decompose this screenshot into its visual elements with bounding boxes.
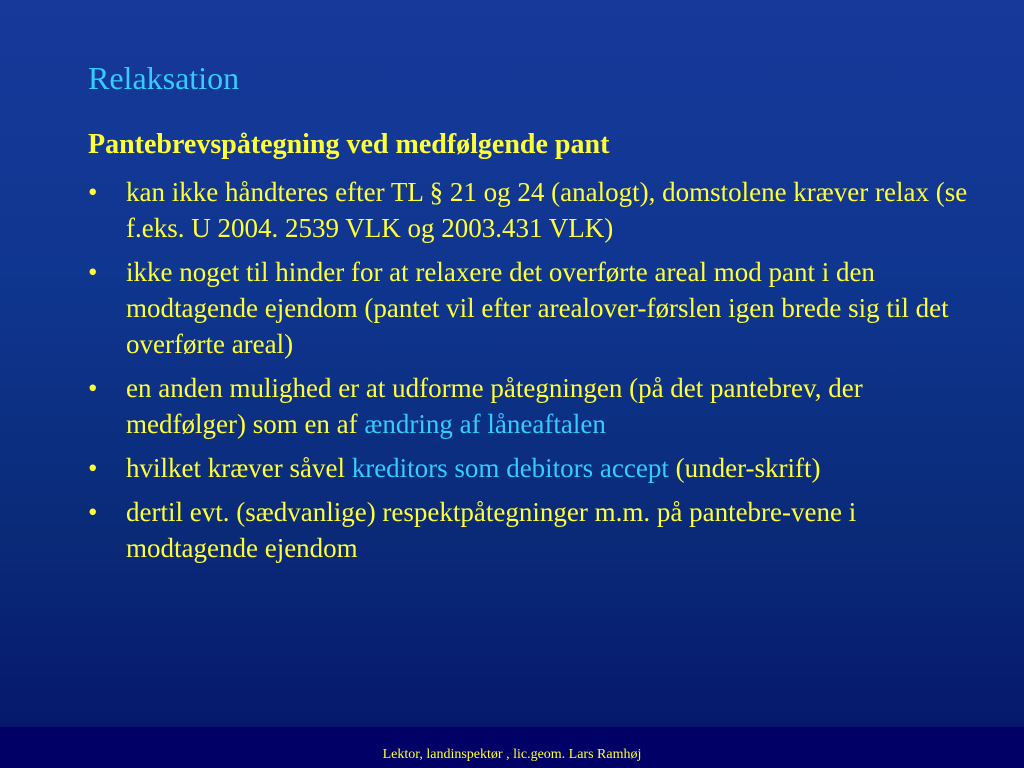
bullet-highlight: kreditors som debitors accept bbox=[351, 453, 669, 483]
bullet-item-3 bbox=[88, 370, 988, 442]
bullet-item-2 bbox=[88, 254, 988, 362]
bullet-text: kan ikke håndteres efter TL § 21 og 24 (analogt), domstolene kræver relax (se f.eks. U 2004. 2539 VLK og 2003.431 VLK) bbox=[126, 177, 968, 243]
bullet-item-5 bbox=[88, 494, 988, 566]
bullet-text: hvilket kræver såvel bbox=[126, 453, 352, 483]
bullet-item-4 bbox=[88, 450, 988, 486]
bullet-icon: • bbox=[88, 257, 98, 287]
bullet-icon: • bbox=[88, 497, 98, 527]
slide-title: Relaksation bbox=[88, 60, 240, 96]
bullet-icon: • bbox=[88, 453, 98, 483]
bullet-text: ikke noget til hinder for at relaxere det overførte areal mod pant i den modtagende ejendom (pantet vil efter arealover-førslen igen brede sig til det overførte areal) bbox=[126, 257, 949, 359]
bullet-text-after: (under-skrift) bbox=[668, 453, 821, 483]
bullet-icon: • bbox=[88, 177, 98, 207]
bullet-text: dertil evt. (sædvanlige) respektpåtegninger m.m. på pantebre-vene i modtagende ejendom bbox=[126, 497, 857, 563]
footer-author: Lektor, landinspektør , lic.geom. Lars Ramhøj bbox=[382, 747, 642, 762]
bullet-item-1 bbox=[88, 174, 988, 246]
slide-subtitle: Pantebrevspåtegning ved medfølgende pant bbox=[88, 129, 610, 160]
bullet-list bbox=[88, 174, 988, 574]
bullet-highlight: ændring af låneaftalen bbox=[364, 409, 606, 439]
bullet-text: en anden mulighed er at udforme påtegningen (på det pantebrev, der medfølger) som en af bbox=[126, 373, 863, 439]
bullet-icon: • bbox=[88, 373, 98, 403]
